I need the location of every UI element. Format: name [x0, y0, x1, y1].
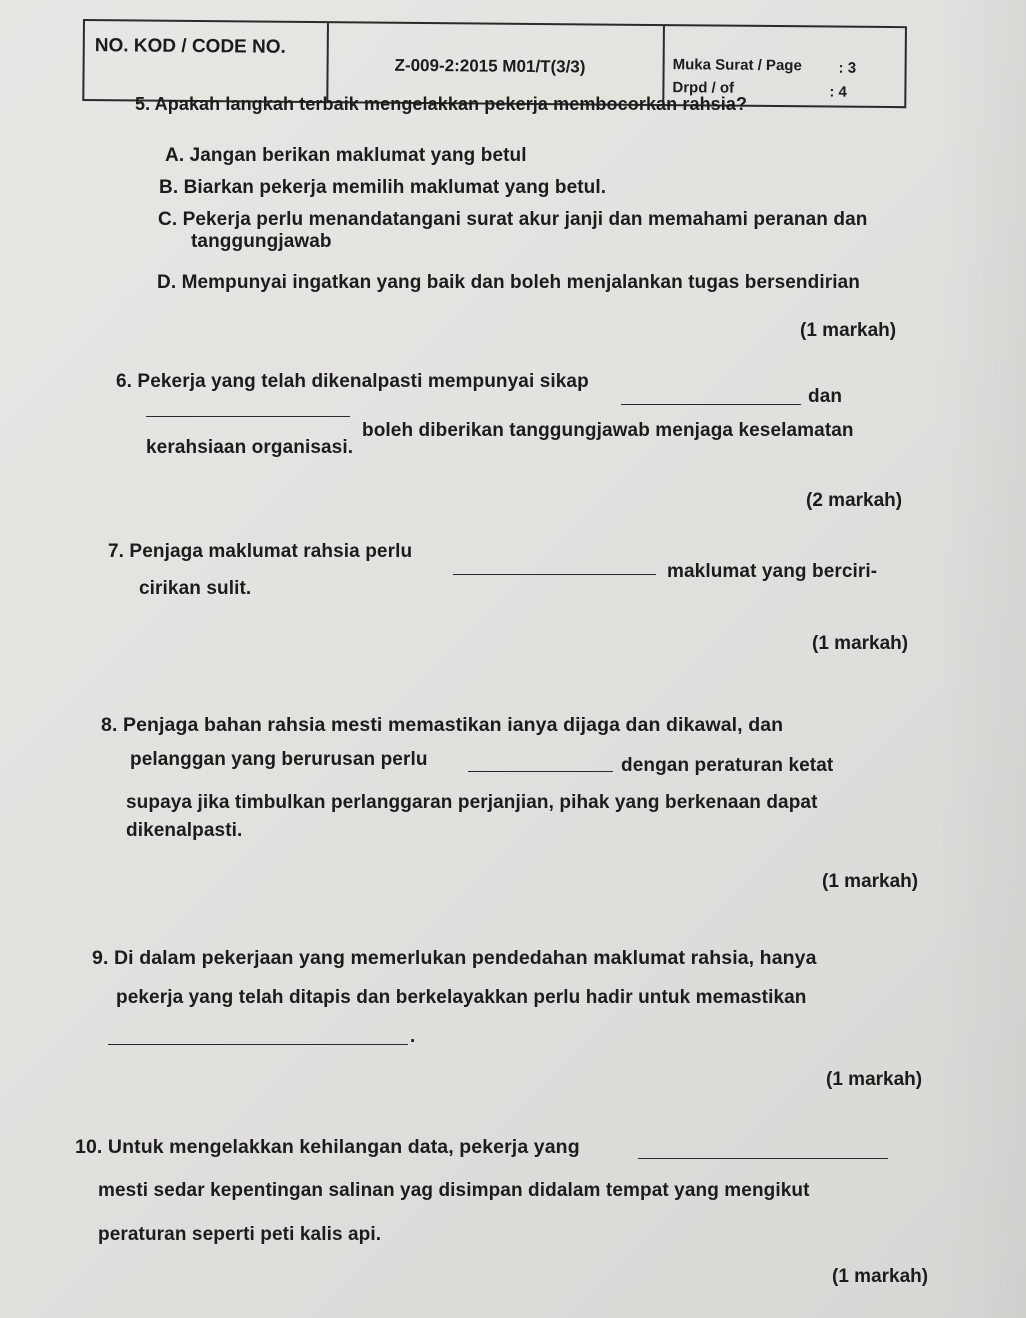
q8-line1: 8. Penjaga bahan rahsia mesti memastikan ianya dijaga dan dikawal, dan: [101, 714, 784, 736]
q8-line2b: dengan peraturan ketat: [621, 755, 834, 776]
q5-option-c-line2: tanggungjawab: [191, 231, 332, 252]
q6-part1: 6. Pekerja yang telah dikenalpasti mempunyai sikap: [116, 371, 589, 392]
q5-stem: 5. Apakah langkah terbaik mengelakkan pekerja membocorkan rahsia?: [135, 94, 748, 114]
q7-part3: cirikan sulit.: [139, 578, 252, 599]
q9-blank[interactable]: [108, 1044, 408, 1045]
q8-line2a: pelanggan yang berurusan perlu: [130, 749, 428, 770]
q7-marks: (1 markah): [812, 633, 909, 654]
q6-blank-2[interactable]: [146, 416, 350, 417]
q9-line1: 9. Di dalam pekerjaan yang memerlukan pendedahan maklumat rahsia, hanya: [92, 947, 817, 969]
q9-marks: (1 markah): [826, 1069, 923, 1090]
q5-option-c-line1: C. Pekerja perlu menandatangani surat akur janji dan memahami peranan dan: [158, 209, 868, 230]
q7-part1: 7. Penjaga maklumat rahsia perlu: [108, 541, 413, 562]
code-value: Z-009-2:2015 M01/T(3/3): [394, 55, 586, 77]
q6-part4: kerahsiaan organisasi.: [146, 437, 354, 458]
page-value: : 3: [838, 59, 857, 77]
q6-marks: (2 markah): [806, 490, 903, 511]
q9-line2: pekerja yang telah ditapis dan berkelayakkan perlu hadir untuk memastikan: [116, 987, 807, 1008]
code-label: NO. KOD / CODE NO.: [94, 35, 286, 58]
code-value-cell: [328, 23, 665, 104]
q10-line1: 10. Untuk mengelakkan kehilangan data, pekerja yang: [75, 1136, 580, 1158]
q5-option-b: B. Biarkan pekerja memilih maklumat yang betul.: [159, 177, 607, 198]
q6-part3: boleh diberikan tanggungjawab menjaga keselamatan: [362, 420, 854, 441]
q10-line3: peraturan seperti peti kalis api.: [98, 1224, 382, 1245]
q9-line3-end: .: [410, 1026, 416, 1047]
of-value: : 4: [829, 83, 847, 101]
q8-blank[interactable]: [468, 771, 613, 772]
q7-blank[interactable]: [453, 574, 656, 575]
of-label: Drpd / of: [672, 79, 735, 97]
q8-line3: supaya jika timbulkan perlanggaran perjanjian, pihak yang berkenaan dapat: [126, 792, 818, 813]
q7-part2: maklumat yang berciri-: [667, 561, 878, 582]
q8-marks: (1 markah): [822, 871, 919, 892]
q6-blank-1[interactable]: [621, 404, 801, 405]
q8-line4: dikenalpasti.: [126, 820, 243, 841]
page-edge-shadow: [936, 0, 1026, 1318]
q10-blank[interactable]: [638, 1158, 888, 1159]
q6-part2: dan: [808, 386, 843, 407]
q5-option-a: A. Jangan berikan maklumat yang betul: [165, 145, 527, 166]
q10-marks: (1 markah): [832, 1266, 929, 1287]
q5-option-d: D. Mempunyai ingatkan yang baik dan boleh menjalankan tugas bersendirian: [157, 272, 860, 293]
page-label: Muka Surat / Page: [672, 56, 802, 75]
q5-marks: (1 markah): [800, 320, 897, 341]
q10-line2: mesti sedar kepentingan salinan yag disimpan didalam tempat yang mengikut: [98, 1180, 810, 1201]
code-label-cell: [84, 21, 329, 101]
